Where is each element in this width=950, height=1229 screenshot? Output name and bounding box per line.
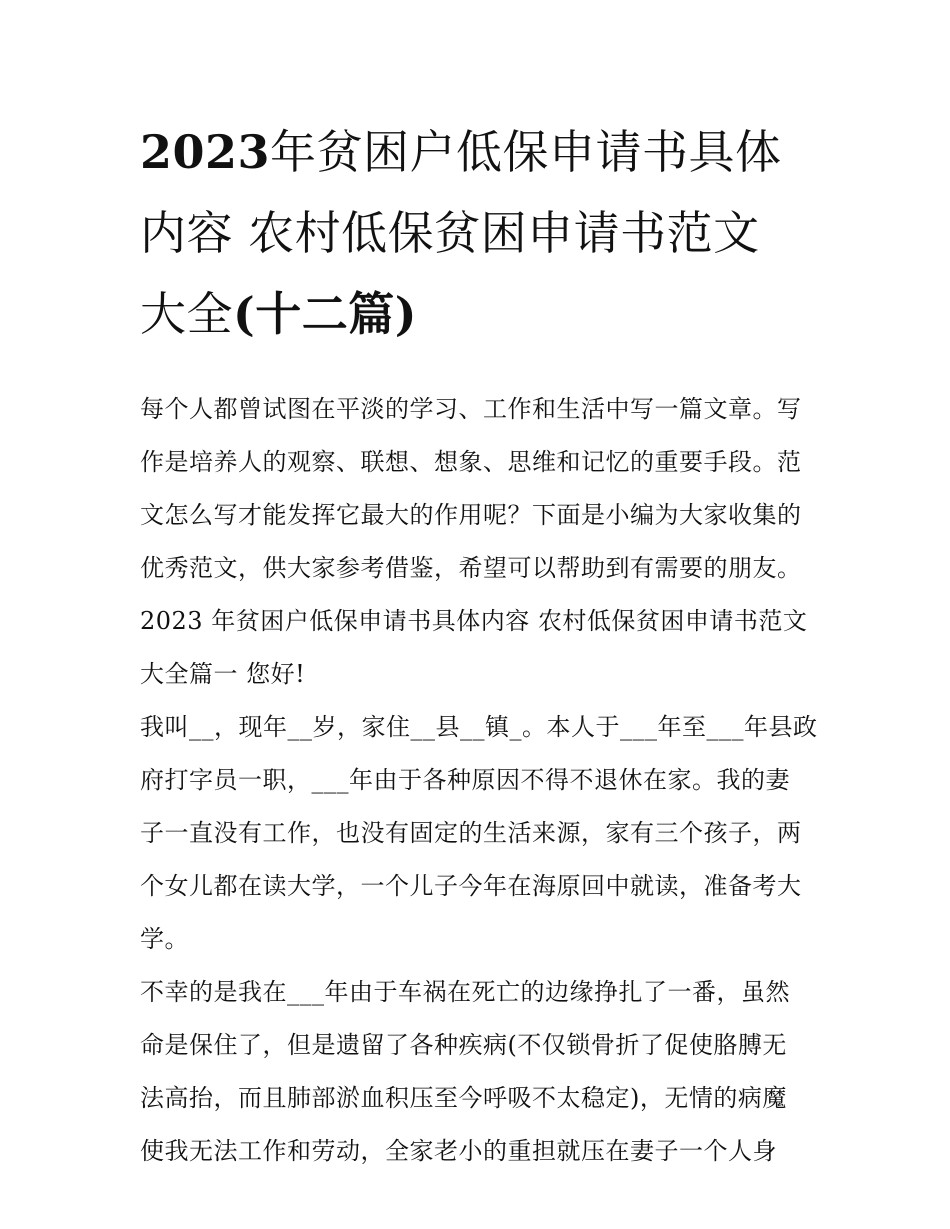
body-line: 2023 年贫困户低保申请书具体内容 农村低保贫困申请书范文 <box>140 607 808 635</box>
title-year: 2023 <box>140 125 271 179</box>
body-line: 使我无法工作和劳动，全家老小的重担就压在妻子一个人身 <box>140 1137 777 1165</box>
body-line: 法高抬，而且肺部淤血积压至今呼吸不太稳定)，无情的病魔 <box>140 1084 787 1112</box>
body-line: 大全篇一 您好! <box>140 660 306 688</box>
body-line: 命是保住了，但是遗留了各种疾病(不仅锁骨折了促使胳膊无 <box>140 1031 787 1059</box>
body-line: 我叫__，现年__岁，家住__县__镇_。本人于___年至___年县政 <box>140 713 818 741</box>
body-line: 每个人都曾试图在平淡的学习、工作和生活中写一篇文章。写 <box>140 395 802 423</box>
document-content <box>140 112 820 1178</box>
title-line-3 <box>140 274 820 355</box>
body-line: 子一直没有工作，也没有固定的生活来源，家有三个孩子，两 <box>140 819 802 847</box>
document-body <box>140 383 820 1178</box>
title-line-1 <box>140 112 820 193</box>
title-count: (十二篇) <box>233 287 418 341</box>
body-line: 个女儿都在读大学，一个儿子今年在海原回中就读，准备考大 <box>140 872 802 900</box>
title-line-1-text: 年贫困户低保申请书具体 <box>270 125 782 179</box>
body-line: 作是培养人的观察、联想、想象、思维和记忆的重要手段。范 <box>140 448 802 476</box>
document-title <box>140 112 820 355</box>
body-line: 不幸的是我在___年由于车祸在死亡的边缘挣扎了一番，虽然 <box>140 978 790 1006</box>
title-line-2: 内容 农村低保贫困申请书范文 <box>140 206 760 260</box>
body-line: 学。 <box>140 925 189 953</box>
body-line: 优秀范文，供大家参考借鉴，希望可以帮助到有需要的朋友。 <box>140 554 802 582</box>
title-line-3-text: 大全 <box>140 287 233 341</box>
body-line: 府打字员一职，___年由于各种原因不得不退休在家。我的妻 <box>140 766 790 794</box>
body-line: 文怎么写才能发挥它最大的作用呢？下面是小编为大家收集的 <box>140 501 802 529</box>
